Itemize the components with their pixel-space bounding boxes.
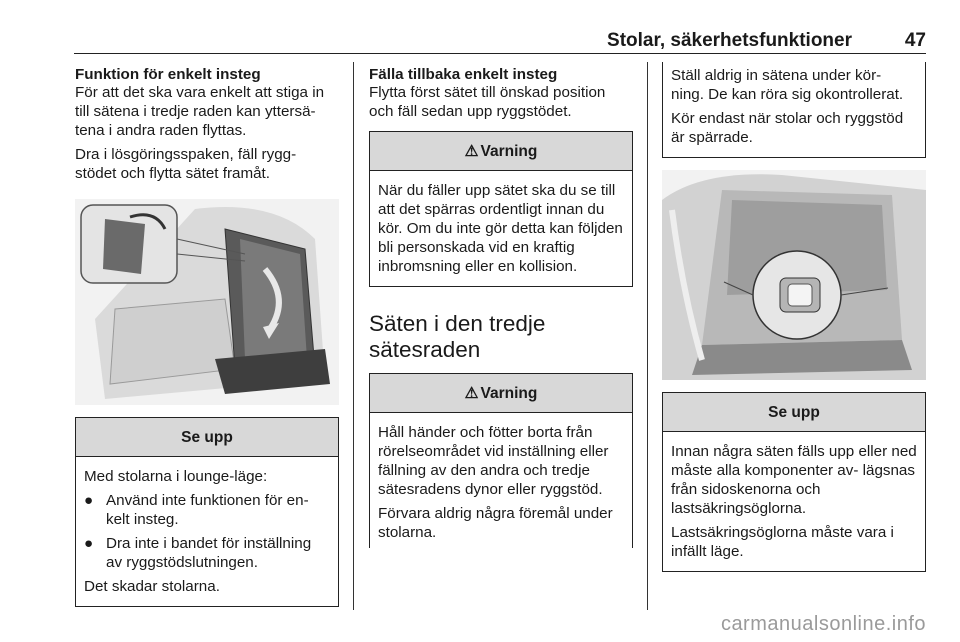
- bullet-icon: ●: [84, 535, 94, 552]
- continued-paragraph-2: Kör endast när stolar och ryggstöd är spärrade.: [671, 110, 904, 146]
- bullet-icon: ●: [84, 492, 94, 509]
- warning-icon: ⚠: [464, 143, 479, 160]
- notice-bullet-1: [84, 491, 330, 529]
- column-3: [662, 66, 926, 572]
- warning-2-paragraph-1: Håll händer och fötter borta från rörelseområdet vid inställning eller fällning av den andra och tredje sätesradens dynor eller ryggstöd.: [378, 424, 609, 498]
- cargo-illustration-graphic: [662, 170, 926, 380]
- warning-2-paragraph-2: Förvara aldrig några föremål under stolarna.: [378, 505, 613, 541]
- page-title: Stolar, säkerhetsfunktioner: [607, 30, 852, 51]
- column-1: [75, 66, 339, 607]
- easy-entry-heading: Funktion för enkelt insteg: [75, 66, 261, 83]
- watermark-footer: carmanualsonline.info: [720, 613, 926, 635]
- cargo-hook-illustration: [662, 170, 926, 380]
- warning-1-text: När du fäller upp sätet ska du se till att det spärras ordentligt innan du kör. Om du inte gör detta kan följden bli personskada vid en kraftig inbromsning eller en kollision.: [378, 182, 623, 275]
- warning-icon: ⚠: [464, 385, 479, 402]
- column-divider-1: [353, 62, 354, 610]
- fold-back-paragraph: Flytta först sätet till önskad position och fäll sedan upp ryggstödet.: [369, 84, 606, 120]
- column-divider-2: [647, 62, 648, 610]
- seat-illustration-graphic: [75, 199, 339, 405]
- notice-bullet-2-text: Dra inte i bandet för inställning av ryggstödslutningen.: [106, 535, 312, 571]
- notice-cargo-paragraph-1: Innan några säten fälls upp eller ned måste alla komponenter av- lägsnas från sidoskenorna och lastsäkringsöglorna.: [671, 443, 917, 517]
- notice-intro: Med stolarna i lounge-läge:: [84, 468, 268, 485]
- notice-box-cargo: [662, 392, 926, 572]
- page-header: [74, 30, 926, 52]
- notice-title: Se upp: [76, 418, 338, 457]
- notice-title-cargo: Se upp: [663, 393, 925, 432]
- notice-outro: Det skadar stolarna.: [84, 578, 220, 595]
- easy-entry-paragraph-1: För att det ska vara enkelt att stiga in till sätena i tredje raden kan yttersä- tena i andra raden flyttas.: [75, 84, 325, 139]
- warning-title-1: ⚠ Varning: [370, 132, 632, 171]
- header-rule: [74, 53, 926, 54]
- section-title-third-row: Säten i den tredje sätesraden: [369, 311, 546, 362]
- column-2: [369, 66, 633, 548]
- notice-box-easy-entry: [75, 417, 339, 607]
- warning-box-1: [369, 131, 633, 287]
- easy-entry-paragraph-2: Dra i lösgöringsspaken, fäll rygg- stödet och flytta sätet framåt.: [75, 146, 297, 182]
- notice-cargo-paragraph-2: Lastsäkringsöglorna måste vara i infällt läge.: [671, 524, 894, 560]
- warning-box-2: [369, 373, 633, 548]
- seat-folding-illustration: [75, 199, 339, 405]
- fold-back-heading: Fälla tillbaka enkelt insteg: [369, 66, 558, 83]
- notice-bullet-2: [84, 534, 330, 572]
- warning-title-2: ⚠ Varning: [370, 374, 632, 413]
- warning-box-continued: [662, 62, 926, 158]
- page-number: 47: [904, 30, 926, 51]
- notice-bullet-1-text: Använd inte funktionen för en- kelt insteg.: [106, 492, 309, 528]
- continued-paragraph-1: Ställ aldrig in sätena under kör- ning. De kan röra sig okontrollerat.: [671, 67, 904, 103]
